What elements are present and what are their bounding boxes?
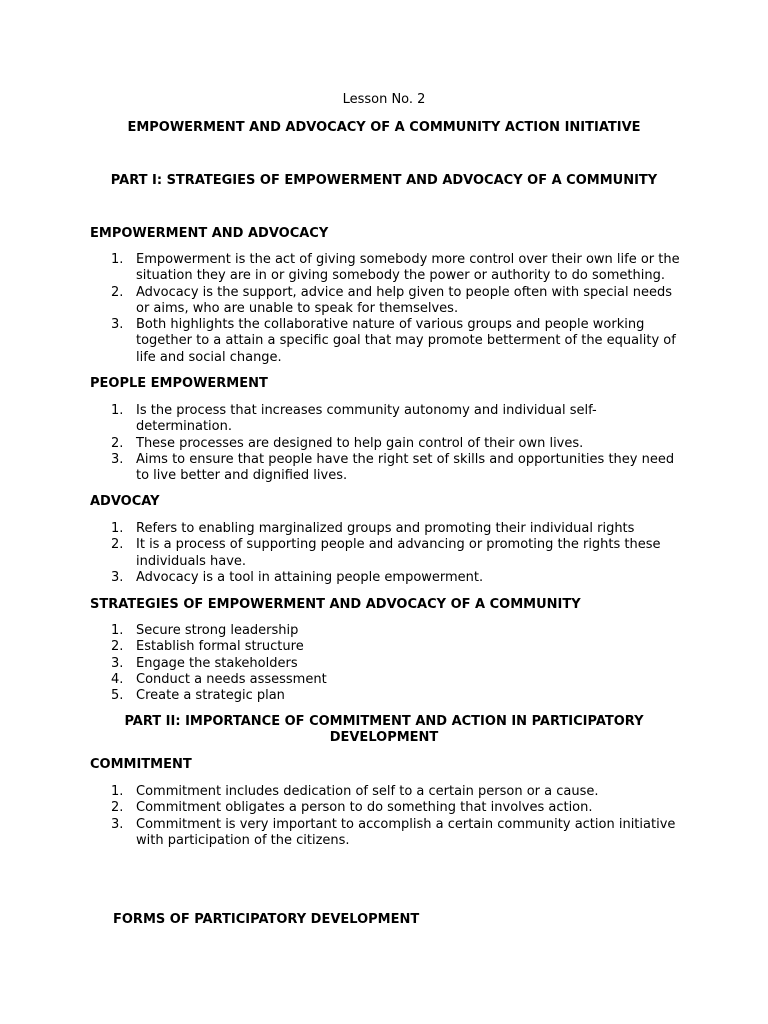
section-heading-empowerment-advocacy: EMPOWERMENT AND ADVOCACY — [90, 226, 329, 241]
list-item: Empowerment is the act of giving somebody more control over their own life or the situation they are in or giving somebody the power or authority to do something. — [136, 252, 680, 284]
forms-of-participatory-development-heading: FORMS OF PARTICIPATORY DEVELOPMENT — [113, 912, 420, 927]
commitment-list — [136, 784, 681, 849]
list-item: It is a process of supporting people and advancing or promoting the rights these individuals have. — [136, 537, 661, 569]
empowerment-advocacy-list — [136, 252, 681, 366]
advocay-list — [136, 521, 681, 586]
list-item: Commitment is very important to accomplish a certain community action initiative with participation of the citizens. — [136, 816, 676, 848]
list-item: Create a strategic plan — [136, 688, 285, 704]
list-item: Establish formal structure — [136, 639, 304, 655]
list-item: Is the process that increases community autonomy and individual self-determination. — [136, 403, 597, 435]
strategies-list — [136, 623, 681, 704]
list-item: These processes are designed to help gain control of their own lives. — [136, 435, 584, 451]
list-item: Aims to ensure that people have the right set of skills and opportunities they need to live better and dignified lives. — [136, 451, 675, 484]
document-title: EMPOWERMENT AND ADVOCACY OF A COMMUNITY ACTION INITIATIVE — [127, 120, 641, 135]
part-2-title: PART II: IMPORTANCE OF COMMITMENT AND ACTION IN PARTICIPATORY DEVELOPMENT — [124, 714, 644, 746]
section-heading-strategies: STRATEGIES OF EMPOWERMENT AND ADVOCACY OF A COMMUNITY — [90, 597, 581, 612]
section-heading-people-empowerment: PEOPLE EMPOWERMENT — [90, 376, 268, 391]
list-item: Advocacy is the support, advice and help given to people often with special needs or aims, who are unable to speak for themselves. — [136, 284, 672, 316]
section-heading-commitment: COMMITMENT — [90, 757, 192, 772]
list-item: Advocacy is a tool in attaining people empowerment. — [136, 569, 484, 585]
list-item: Commitment includes dedication of self to a certain person or a cause. — [136, 784, 599, 799]
list-item: Secure strong leadership — [136, 623, 299, 638]
section-heading-advocay: ADVOCAY — [90, 494, 160, 509]
lesson-number: Lesson No. 2 — [342, 92, 426, 107]
part-1-title: PART I: STRATEGIES OF EMPOWERMENT AND ADVOCACY OF A COMMUNITY — [110, 173, 658, 188]
list-item: Both highlights the collaborative nature of various groups and people working together to a attain a specific goal that may promote betterment of the equality of life and social change. — [136, 317, 676, 365]
list-item: Refers to enabling marginalized groups and promoting their individual rights — [136, 521, 635, 536]
list-item: Commitment obligates a person to do something that involves action. — [136, 800, 593, 816]
list-item: Conduct a needs assessment — [136, 671, 327, 687]
list-item: Engage the stakeholders — [136, 655, 298, 671]
people-empowerment-list — [136, 403, 681, 484]
